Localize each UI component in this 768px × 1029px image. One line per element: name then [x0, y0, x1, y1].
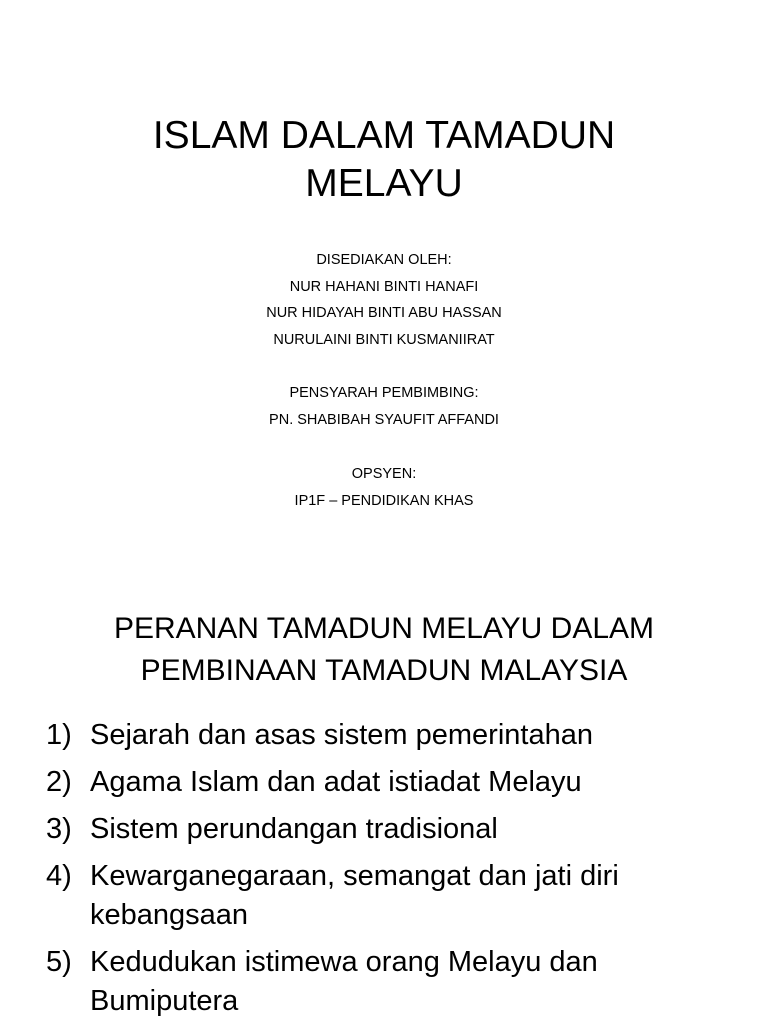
list-item — [46, 810, 746, 849]
list-item — [46, 943, 746, 1021]
author-name: NUR HIDAYAH BINTI ABU HASSAN — [266, 305, 502, 321]
slide-roles — [0, 568, 768, 1024]
lecturer-block — [0, 380, 768, 433]
slide-title-line: PERANAN TAMADUN MELAYU DALAM — [113, 612, 655, 645]
slide-title — [0, 608, 768, 692]
list-item — [46, 763, 746, 802]
list-item-text: Sistem perundangan tradisional — [90, 813, 498, 845]
list-item-text: Bumiputera — [90, 985, 239, 1017]
list-item-number: 2) — [46, 766, 72, 798]
list-item — [46, 716, 746, 755]
author-name: NUR HAHANI BINTI HANAFI — [289, 278, 479, 295]
list-item-number: 3) — [46, 813, 72, 845]
roles-list — [46, 716, 746, 1029]
list-item-number: 5) — [46, 946, 72, 978]
list-item-text: Kewarganegaraan, semangat dan jati diri — [90, 860, 619, 892]
slide-title — [0, 112, 768, 208]
list-item-number: 1) — [46, 719, 72, 751]
slide-title-line: MELAYU — [305, 162, 463, 205]
option-block — [0, 461, 768, 514]
prepared-by-block — [0, 247, 768, 353]
list-item-number: 4) — [46, 860, 72, 892]
list-item-text: kebangsaan — [90, 899, 249, 931]
option-heading: OPSYEN: — [351, 466, 417, 482]
prepared-by-heading: DISEDIAKAN OLEH: — [316, 252, 452, 268]
list-item-text: Sejarah dan asas sistem pemerintahan — [90, 719, 593, 751]
lecturer-heading: PENSYARAH PEMBIMBING: — [289, 385, 479, 401]
option-value: IP1F – PENDIDIKAN KHAS — [294, 492, 474, 509]
slide-title-line: ISLAM DALAM TAMADUN — [152, 114, 616, 157]
author-name: NURULAINI BINTI KUSMANIIRAT — [273, 331, 495, 348]
lecturer-name: PN. SHABIBAH SYAUFIT AFFANDI — [269, 411, 499, 428]
list-item — [46, 857, 746, 935]
list-item-text: Kedudukan istimewa orang Melayu dan — [90, 946, 598, 978]
list-item-text: Agama Islam dan adat istiadat Melayu — [90, 766, 582, 798]
slide-title-line: PEMBINAAN TAMADUN MALAYSIA — [140, 654, 628, 687]
